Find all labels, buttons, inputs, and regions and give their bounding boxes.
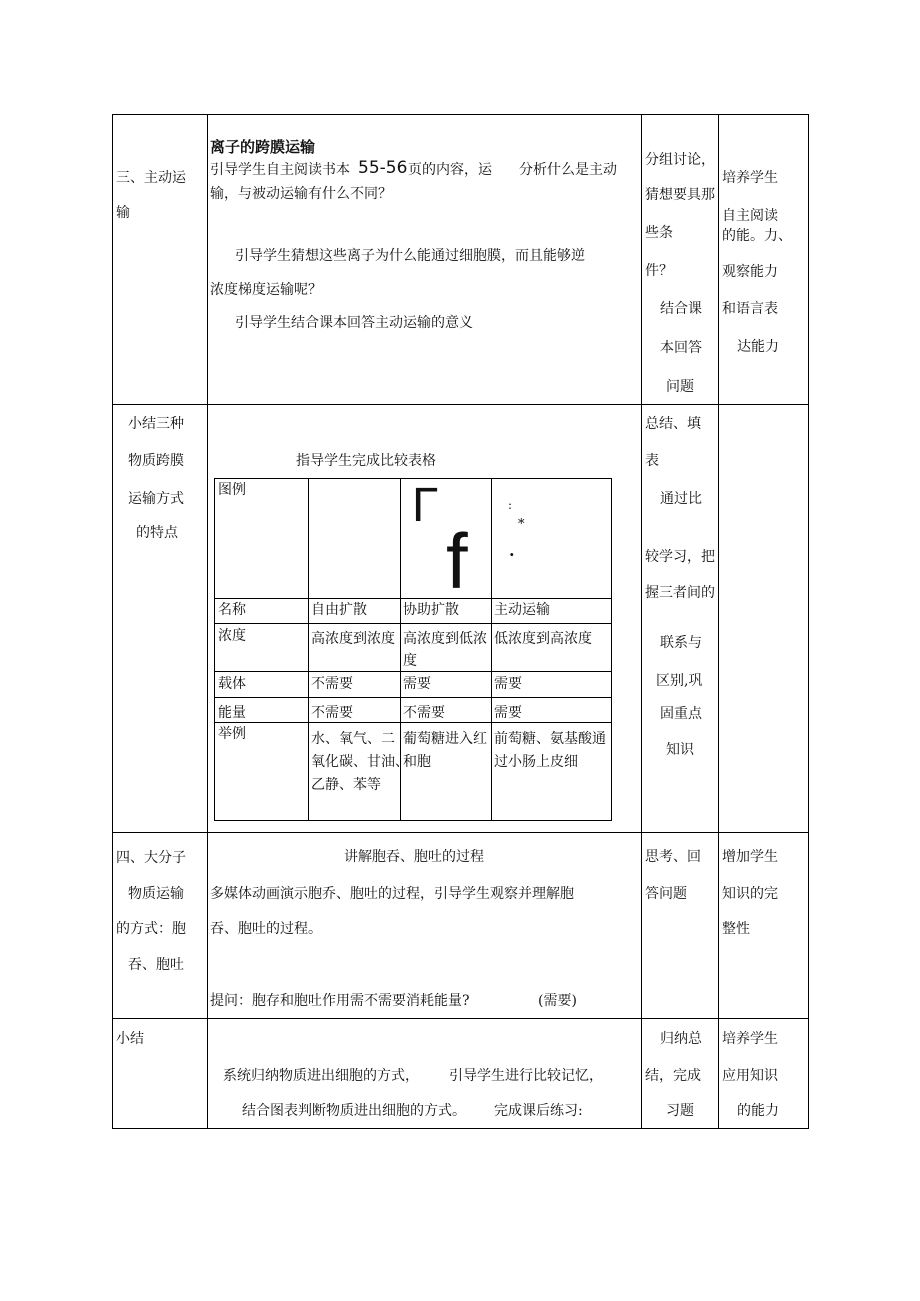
row-divider-1 (112, 404, 809, 405)
row1-goal-line6: 达能力 (737, 339, 779, 355)
row1-para2-line1: 引导学生猜想这些离子为什么能通过细胞膜，而且能够逆 (235, 248, 585, 264)
row3-question: 提问：胞存和胞吐作用需不需要消耗能量? (210, 993, 470, 1009)
row1-activity-line4: 件？ (645, 263, 673, 279)
row4-topic: 小结 (116, 1031, 144, 1047)
row1-para1-part-a: 引导学生自主阅读书本 (210, 162, 350, 178)
row3-goal-line2: 知识的完 (722, 886, 778, 902)
table-border-bottom (112, 1128, 809, 1129)
row1-activity-line1: 分组讨论， (645, 152, 715, 168)
row3-topic-line2: 物质运输 (128, 886, 184, 902)
row2-activity-line4: 较学习，把 (645, 549, 715, 565)
row2-topic-line1: 小结三种 (128, 416, 184, 432)
comp-example-facilitated-line2: 和胞 (403, 754, 431, 770)
row3-activity-line2: 答问题 (645, 886, 687, 902)
row1-para1-pages: 55-56 (358, 158, 408, 178)
row1-topic-line1: 三、主动运 (116, 170, 186, 186)
comp-line-bottom (214, 820, 612, 821)
row1-goal-line1: 培养学生 (722, 170, 778, 186)
legend-glyph-gamma: Γ (412, 479, 439, 532)
comp-name-facilitated: 协助扩散 (403, 602, 459, 618)
row1-goal-line4: 观察能力 (722, 264, 778, 280)
comp-energy-free: 不需要 (311, 705, 353, 721)
column-divider-1 (207, 114, 208, 1129)
column-divider-3 (718, 114, 719, 1129)
row4-para1-part-b: 引导学生进行比较记忆， (449, 1068, 603, 1084)
row2-activity-line1: 总结、填 (645, 416, 701, 432)
row3-topic-line4: 吞、胞吐 (128, 957, 184, 973)
row2-activity-line3: 通过比 (660, 491, 702, 507)
row1-activity-line3: 些条 (645, 225, 673, 241)
row2-activity-line5: 握三者间的 (645, 585, 715, 601)
row2-topic-line3: 运输方式 (128, 491, 184, 507)
comp-example-free-line1: 水、氧气、二 (311, 731, 395, 747)
row3-goal-line1: 增加学生 (722, 849, 778, 865)
row1-goal-line3: 的能。力、 (722, 228, 792, 244)
comp-line-right (611, 478, 612, 821)
table-border-top (112, 114, 809, 115)
row3-para1-line1: 多媒体动画演示胞乔、胞吐的过程，引导学生观察并理解胞 (210, 886, 574, 902)
comp-conc-label: 浓度 (218, 628, 246, 644)
row4-para1-part-a: 系统归纳物质进出细胞的方式， (223, 1068, 419, 1084)
comp-name-active: 主动运输 (494, 602, 550, 618)
comp-carrier-label: 载体 (218, 676, 246, 692)
comp-line-row2 (214, 623, 612, 624)
row3-answer: (需要) (538, 993, 577, 1009)
comp-conc-free: 高浓度到浓度 (311, 631, 395, 647)
comp-carrier-facilitated: 需要 (403, 676, 431, 692)
comp-legend-label: 图例 (218, 482, 246, 498)
comp-line-row4 (214, 697, 612, 698)
row4-goal-line2: 应用知识 (722, 1068, 778, 1084)
row1-para1-part-d: 输，与被动运输有什么不同？ (210, 186, 392, 202)
comp-conc-facilitated-cont: 度 (403, 653, 417, 669)
row3-topic-line1: 四、大分子 (116, 850, 186, 866)
comp-energy-active: 需要 (494, 705, 522, 721)
row-divider-2 (112, 832, 809, 833)
row2-instruction: 指导学生完成比较表格 (296, 453, 436, 469)
row4-activity-line3: 习题 (666, 1103, 694, 1119)
row1-activity-line5: 结合课 (660, 301, 702, 317)
legend-glyph-dot: · (509, 545, 515, 564)
comp-line-col3 (491, 478, 492, 821)
comp-conc-active: 低浓度到高浓度 (494, 631, 592, 647)
table-border-left (112, 114, 113, 1129)
row4-activity-line2: 结，完成 (645, 1068, 701, 1084)
row2-activity-line9: 知识 (666, 742, 694, 758)
row1-topic-line2: 输 (116, 205, 130, 221)
legend-glyph-f: f (446, 517, 468, 605)
comp-line-left (214, 478, 215, 821)
row-divider-3 (112, 1018, 809, 1019)
row1-section-title: 离子的跨膜运输 (210, 138, 316, 156)
row4-para2-part-a: 结合图表判断物质进出细胞的方式。 (242, 1103, 466, 1119)
row4-para2-part-b: 完成课后练习: (494, 1103, 583, 1119)
comp-example-facilitated-line1: 葡萄糖进入红 (403, 731, 487, 747)
row1-activity-line2: 猜想要具那 (645, 187, 715, 203)
row3-para1-line2: 吞、胞吐的过程。 (210, 921, 322, 937)
legend-glyph-star: * (518, 517, 525, 532)
row4-activity-line1: 归纳总 (660, 1031, 702, 1047)
row4-goal-line3: 的能力 (737, 1103, 779, 1119)
comp-energy-facilitated: 不需要 (403, 705, 445, 721)
column-divider-2 (641, 114, 642, 1129)
row2-activity-line6: 联系与 (660, 635, 702, 651)
row1-para3: 引导学生结合课本回答主动运输的意义 (235, 315, 473, 331)
comp-line-col1 (308, 478, 309, 821)
row2-activity-line7: 区别,巩 (656, 673, 703, 689)
row4-goal-line1: 培养学生 (722, 1031, 778, 1047)
row1-para1-part-b: 页的内容，运 (408, 162, 492, 178)
comp-carrier-free: 不需要 (311, 676, 353, 692)
row1-activity-line7: 问题 (666, 379, 694, 395)
row1-goal-line2: 自主阅读 (722, 208, 778, 224)
row2-activity-line2: 表 (645, 453, 659, 469)
row3-topic-line3: 的方式：胞 (116, 921, 186, 937)
table-border-right (808, 114, 809, 1129)
row3-section-title: 讲解胞吞、胞吐的过程 (344, 849, 484, 865)
comp-name-free: 自由扩散 (311, 602, 367, 618)
row1-goal-line5: 和语言表 (722, 301, 778, 317)
comp-line-row1 (214, 598, 612, 599)
row2-topic-line2: 物质跨膜 (128, 453, 184, 469)
comp-example-label: 举例 (218, 726, 246, 742)
row3-goal-line3: 整性 (722, 921, 750, 937)
comp-name-label: 名称 (218, 602, 246, 618)
comp-example-free-line2: 氧化碳、甘油、 (311, 754, 409, 770)
comp-energy-label: 能量 (218, 705, 246, 721)
comp-conc-facilitated: 高浓度到低浓 (403, 631, 487, 647)
comp-example-active-line2: 过小肠上皮细 (494, 754, 578, 770)
row1-para1-part-c: 分析什么是主动 (519, 162, 617, 178)
row2-topic-line4: 的特点 (136, 525, 178, 541)
comp-example-free-line3: 乙静、苯等 (311, 777, 381, 793)
comp-example-active-line1: 前萄糖、氨基酸通 (494, 731, 606, 747)
legend-glyph-colon: : (508, 498, 513, 512)
comp-carrier-active: 需要 (494, 676, 522, 692)
row3-activity-line1: 思考、回 (645, 849, 701, 865)
row2-activity-line8: 固重点 (660, 706, 702, 722)
row1-para2-line2: 浓度梯度运输呢？ (210, 282, 322, 298)
comp-line-row3 (214, 671, 612, 672)
row1-activity-line6: 本回答 (660, 340, 702, 356)
